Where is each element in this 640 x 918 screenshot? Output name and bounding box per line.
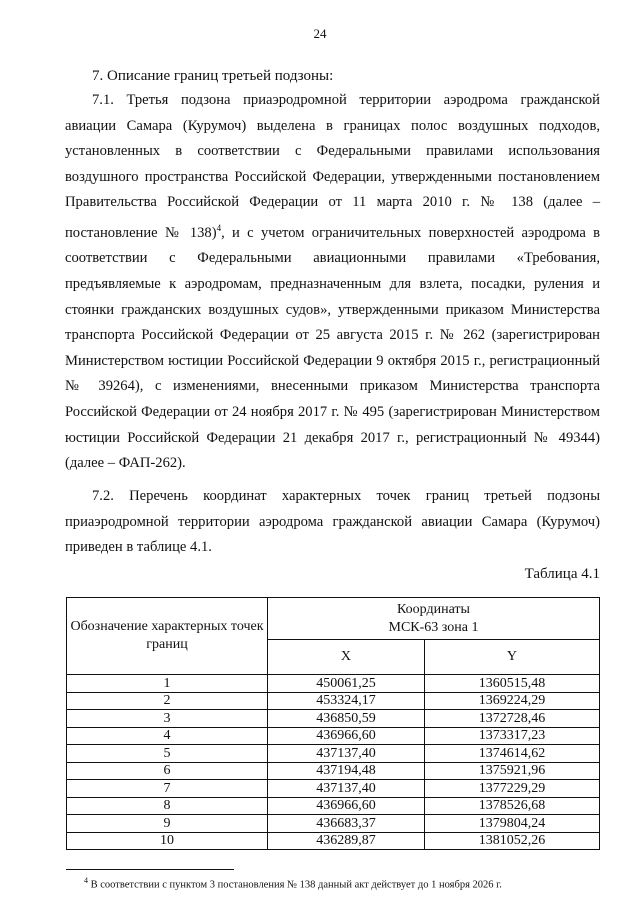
table-row: [67, 727, 600, 745]
y-coordinate-cell: 1381052,26: [424, 832, 599, 850]
table-row: [67, 762, 600, 780]
page-number: 24: [313, 26, 327, 41]
y-coordinate-cell: 1374614,62: [424, 745, 599, 763]
x-coordinate-cell: 437137,40: [268, 780, 425, 798]
x-coordinate-cell: 436289,87: [268, 832, 425, 850]
y-coordinate-cell: 1369224,29: [424, 692, 599, 710]
column-header-points: Обозначение характерных точек границ: [67, 598, 268, 675]
table-row: [67, 832, 600, 850]
paragraph-7-2-text: 7.2. Перечень координат характерных точек границ третьей подзоны приаэродромной территории аэродрома гражданской авиации Самара (Курумоч) приведен в таблице 4.1.: [65, 488, 600, 556]
footnote: [84, 876, 502, 891]
x-coordinate-cell: 436850,59: [268, 710, 425, 728]
footnote-reference: 4: [216, 222, 222, 233]
footnote-divider: [66, 869, 234, 870]
paragraph-7-2: [65, 484, 600, 561]
x-coordinate-cell: 437194,48: [268, 762, 425, 780]
x-coordinate-cell: 436966,60: [268, 797, 425, 815]
x-coordinate-cell: 436966,60: [268, 727, 425, 745]
table-row: [67, 745, 600, 763]
column-group-header-coordinates: [268, 598, 600, 640]
table-row: [67, 780, 600, 798]
section-heading: 7. Описание границ третьей подзоны:: [92, 68, 334, 84]
point-number-cell: 8: [67, 797, 268, 815]
paragraph-7-1-text: 7.1. Третья подзона приаэродромной территории аэродрома гражданской авиации Самара (Курумоч) выделена в границах полос воздушных подходов, установленных в соответствии с Федеральными правилами использования воздушного пространства Российской Федерации, утвержденными постановлением Правительства Российской Федерации от 11 марта 2010 г. № 138 (далее – постановление № 138): [65, 92, 600, 241]
y-coordinate-cell: 1373317,23: [424, 727, 599, 745]
point-number-cell: 4: [67, 727, 268, 745]
coordinates-label: Координаты: [397, 601, 470, 617]
point-number-cell: 2: [67, 692, 268, 710]
table-caption: Таблица 4.1: [524, 566, 600, 582]
x-coordinate-cell: 450061,25: [268, 675, 425, 693]
y-coordinate-cell: 1360515,48: [424, 675, 599, 693]
y-coordinate-cell: 1375921,96: [424, 762, 599, 780]
x-coordinate-cell: 437137,40: [268, 745, 425, 763]
x-coordinate-cell: 436683,37: [268, 815, 425, 833]
table-row: [67, 710, 600, 728]
y-coordinate-cell: 1378526,68: [424, 797, 599, 815]
coordinates-table: [66, 597, 600, 850]
point-number-cell: 6: [67, 762, 268, 780]
table-row: [67, 797, 600, 815]
paragraph-7-1-rest: , и с учетом ограничительных поверхностей аэродрома в соответствии с Федеральными авиационными правилами «Требования, предъявляемые к аэродромам, предназначенным для взлета, посадки, руления и стоянки гражданских воздушных судов», утвержденными приказом Министерства транспорта Российской Федерации от 25 августа 2015 г. № 262 (зарегистрирован Министерством юстиции Российской Федерации 9 октября 2015 г., регистрационный № 39264), с изменениями, внесенными приказом Министерства транспорта Российской Федерации от 24 ноября 2017 г. № 495 (зарегистрирован Министерством юстиции Российской Федерации 21 декабря 2017 г., регистрационный № 49344) (далее – ФАП-262).: [65, 224, 600, 472]
coordinate-system-label: МСК-63 зона 1: [388, 619, 479, 635]
point-number-cell: 7: [67, 780, 268, 798]
point-number-cell: 10: [67, 832, 268, 850]
point-number-cell: 3: [67, 710, 268, 728]
x-coordinate-cell: 453324,17: [268, 692, 425, 710]
y-coordinate-cell: 1372728,46: [424, 710, 599, 728]
y-coordinate-cell: 1379804,24: [424, 815, 599, 833]
table-row: [67, 815, 600, 833]
column-header-x: X: [268, 640, 425, 675]
point-number-cell: 5: [67, 745, 268, 763]
paragraph-7-1: [65, 88, 600, 477]
table-row: [67, 675, 600, 693]
y-coordinate-cell: 1377229,29: [424, 780, 599, 798]
table-row: [67, 692, 600, 710]
footnote-marker: 4: [84, 876, 88, 885]
point-number-cell: 1: [67, 675, 268, 693]
footnote-text: В соответствии с пунктом 3 постановления № 138 данный акт действует до 1 ноября 2026 г.: [88, 879, 502, 891]
table-body: [67, 675, 600, 850]
point-number-cell: 9: [67, 815, 268, 833]
column-header-y: Y: [424, 640, 599, 675]
